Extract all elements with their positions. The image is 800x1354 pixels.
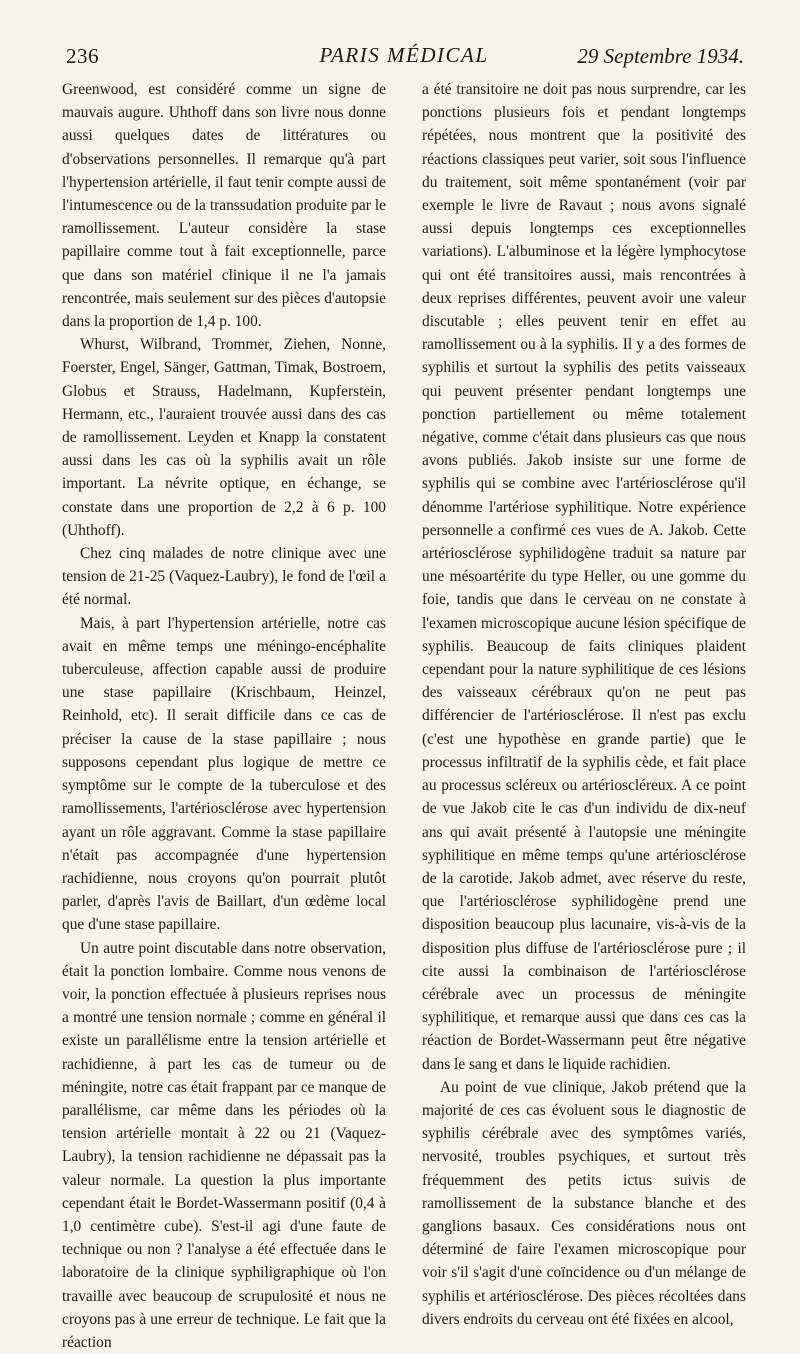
paragraph: a été transitoire ne doit pas nous surprendre, car les ponctions plusieurs fois et pendant longtemps répétées, nous montrent que la positivité des réactions classiques peut varier, soit sous l'influence du traitement, soit même spontanément (voir par exemple le livre de Ravaut ; nous avons signalé aussi depuis longtemps ces exceptionnelles variations). L'albuminose et la légère lymphocytose qui ont été transitoires aussi, mais rencontrées à deux reprises différentes, peuvent avoir une valeur discutable ; elles peuvent tenir en effet au ramollissement ou à la syphilis. Il y a des formes de syphilis et surtout la syphilis des petits vaisseaux qui peuvent présenter pendant longtemps une ponction partiellement ou même totalement négative, comme c'était dans plusieurs cas que nous avons publiés. Jakob insiste sur une forme de syphilis qui se combine avec l'artériosclérose qu'il dénomme l'artériose syphilitique. Notre expérience personnelle a confirmé ces vues de A. Jakob. Cette artériosclérose syphilidogène traduit sa nature par une mésoartérite du type Heller, ou une gomme du foie, tandis que dans le cerveau on ne constate à l'examen microscopique aucune lésion spécifique de syphilis. Beaucoup de faits cliniques plaident cependant pour la nature syphilitique de ces lésions des vaisseaux cérébraux qu'on ne peut pas différencier de l'artériosclérose. Il n'est pas exclu (c'est une hypothèse en grande partie) que le processus infiltratif de la syphilis cède, et fait place au processus scléreux ou artérioscléreux. A ce point de vue Jakob cite le cas d'un individu de dix-neuf ans qui avait présenté à l'autopsie une méningite syphilitique en même temps qu'une artériosclérose de la carotide. Jakob admet, avec réserve du reste, que l'artériosclérose syphilidogène prend une disposition beaucoup plus lacunaire, vis-à-vis de la disposition plus diffuse de l'artériosclérose pure ; il cite aussi la combinaison de l'artériosclérose cérébrale avec un processus de méningite syphilitique, et remarque aussi que dans ces cas la réaction de Bordet-Wassermann peut être négative dans le sang et dans le liquide rachidien. <box>422 81 746 1073</box>
paragraph: Greenwood, est considéré comme un signe de mauvais augure. Uhthoff dans son livre nous donne aussi quelques dates de littératures ou d'observations personnelles. Il remarque qu'à part l'hypertension artérielle, il faut tenir compte aussi de l'intumescence ou de la transsudation produite par le ramollissement. L'auteur considère la stase papillaire comme tout à fait exceptionnelle, parce que dans son matériel clinique il ne l'a jamais rencontrée, mais seulement sur des pièces d'autopsie dans la proportion de 1,4 p. 100. <box>62 81 386 331</box>
paragraph: Un autre point discutable dans notre observation, était la ponction lombaire. Comme nous venons de voir, la ponction effectuée à plusieurs reprises nous a montré une tension normale ; comme en général il existe un parallélisme entre la tension artérielle et rachidienne, à part les cas de tumeur ou de méningite, notre cas était frappant par ce manque de parallélisme, car même dans les périodes où la tension artérielle montait à 22 ou 21 (Vaquez-Laubry), la tension rachidienne ne dépassait pas la valeur normale. La question la plus importante cependant était le Bordet-Wassermann positif (0,4 à 1,0 centimètre cube). S'est-il agi d'une faute de technique ou non ? l'analyse a été effectuée dans le laboratoire de la clinique syphiligraphique où l'on travaille avec beaucoup de scrupulosité et nous ne croyons pas à une erreur de technique. Le fait que la réaction <box>62 939 386 1351</box>
paragraph: Chez cinq malades de notre clinique avec une tension de 21-25 (Vaquez-Laubry), le fond de l'œil a été normal. <box>62 545 386 609</box>
paragraph: Mais, à part l'hypertension artérielle, notre cas avait en même temps une méningo-encéphalite tuberculeuse, affection capable aussi de produire une stase papillaire (Krischbaum, Heinzel, Reinhold, etc). Il serait difficile dans ce cas de préciser la cause de la stase papillaire ; nous supposons cependant plus logique de mettre ce symptôme sur le compte de la tuberculose et des ramollissements, l'artériosclérose avec hypertension ayant un rôle aggravant. Comme la stase papillaire n'était pas accompagnée d'une hypertension rachidienne, nous croyons qu'on pourrait plutôt parler, d'après l'avis de Baillart, d'un œdème local que d'une stase papillaire. <box>62 614 386 934</box>
running-header <box>62 40 746 78</box>
paragraph: Whurst, Wilbrand, Trommer, Ziehen, Nonne, Foerster, Engel, Sänger, Gattman, Timak, Bostroem, Globus et Strauss, Hadelmann, Kupferstein, Hermann, etc., l'auraient trouvée aussi dans des cas de ramollissement. Leyden et Knapp la constatent aussi dans les cas où la syphilis avait un rôle important. La névrite optique, en échange, se constate dans une proportion de 2,2 à 6 p. 100 (Uhthoff). <box>62 336 386 539</box>
journal-title: PARIS MÉDICAL <box>319 43 489 67</box>
left-column <box>62 78 386 1354</box>
article-body <box>62 78 746 1354</box>
issue-date: 29 Septembre 1934. <box>577 44 744 68</box>
journal-page <box>62 40 746 1351</box>
paragraph: Au point de vue clinique, Jakob prétend que la majorité de ces cas évoluent sous le diagnostic de syphilis cérébrale avec des symptômes variés, nervosité, troubles psychiques, et surtout très fréquemment des petits ictus suivis de ramollissement de la substance blanche et des ganglions basaux. Ces considérations nous ont déterminé de faire l'examen microscopique pour voir s'il s'agit d'une coïncidence ou d'un mélange de syphilis et artériosclérose. Des pièces récoltées dans divers endroits du cerveau ont été fixées en alcool, <box>422 1078 746 1328</box>
right-column <box>422 78 746 1354</box>
page-number: 236 <box>66 44 99 68</box>
